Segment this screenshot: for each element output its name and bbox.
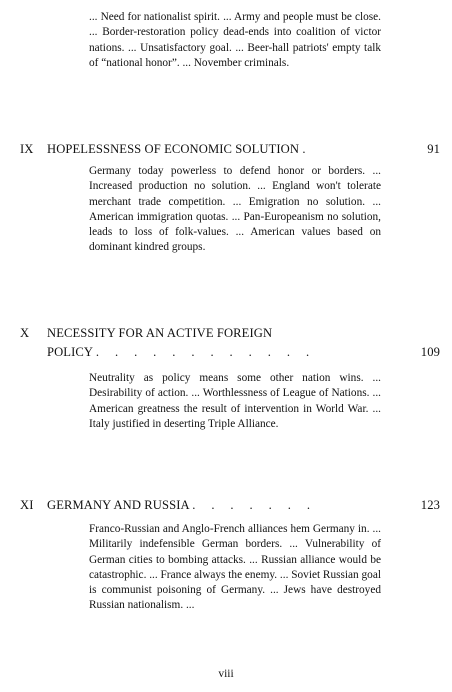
chapter-page-number: 91 <box>427 142 440 156</box>
chapter-ix-entry <box>20 140 440 160</box>
chapter-page-number: 109 <box>420 345 440 359</box>
leader-dots: . . . . . . . <box>192 498 317 512</box>
chapter-number: X <box>20 326 30 340</box>
chapter-xi-summary: Franco-Russian and Anglo-French alliances hem Germany in. ... Militarily indefensible German borders. ... Vulnerability of German cities to bombing attacks. ... Russian alliance would be catastrophic. ... France always the enemy. ... Soviet Russian goal is communist poisoning of Germany. ... Jews have destroyed Russian nationalism. ... <box>89 523 381 612</box>
chapter-number: IX <box>20 142 34 156</box>
chapter-xi-entry <box>20 496 440 516</box>
chapter-x-summary: Neutrality as policy means some other nation wins. ... Desirability of action. ... Worthlessness of League of Nations. ... American greatness the result of intervention in World War. ... Italy justified in deserting Triple Alliance. <box>89 372 381 430</box>
page-folio: viii <box>218 668 234 680</box>
chapter-title: GERMANY AND RUSSIA . . . . . . . <box>47 498 317 512</box>
chapter-title-line1: NECESSITY FOR AN ACTIVE FOREIGN <box>47 326 273 340</box>
chapter-ix-summary: Germany today powerless to defend honor or borders. ... Increased production no solution. ... England won't tolerate merchant trade competition. ... Emigration no solution. ... American immigration quotas. ... Pan-Europeanism no solution, leads to loss of folk-values. ... American values based on dominant kindred groups. <box>89 165 381 254</box>
chapter-title-line2: POLICY . . . . . . . . . . . . <box>47 345 316 359</box>
chapter-x-entry <box>20 324 440 364</box>
chapter-page-number: 123 <box>420 498 440 512</box>
leader-dots: . . . . . . . . . . . . <box>95 345 316 359</box>
intro-summary: ... Need for nationalist spirit. ... Army and people must be close. ... Border-restoration policy dead-ends into coalition of victor nations. ... Unsatisfactory goal. ... Beer-hall patriots' empty talk of “national honor”. ... November criminals. <box>89 11 381 69</box>
leader-dots: . <box>302 142 312 156</box>
chapter-title: HOPELESSNESS OF ECONOMIC SOLUTION . <box>47 142 312 156</box>
chapter-number: XI <box>20 498 34 512</box>
